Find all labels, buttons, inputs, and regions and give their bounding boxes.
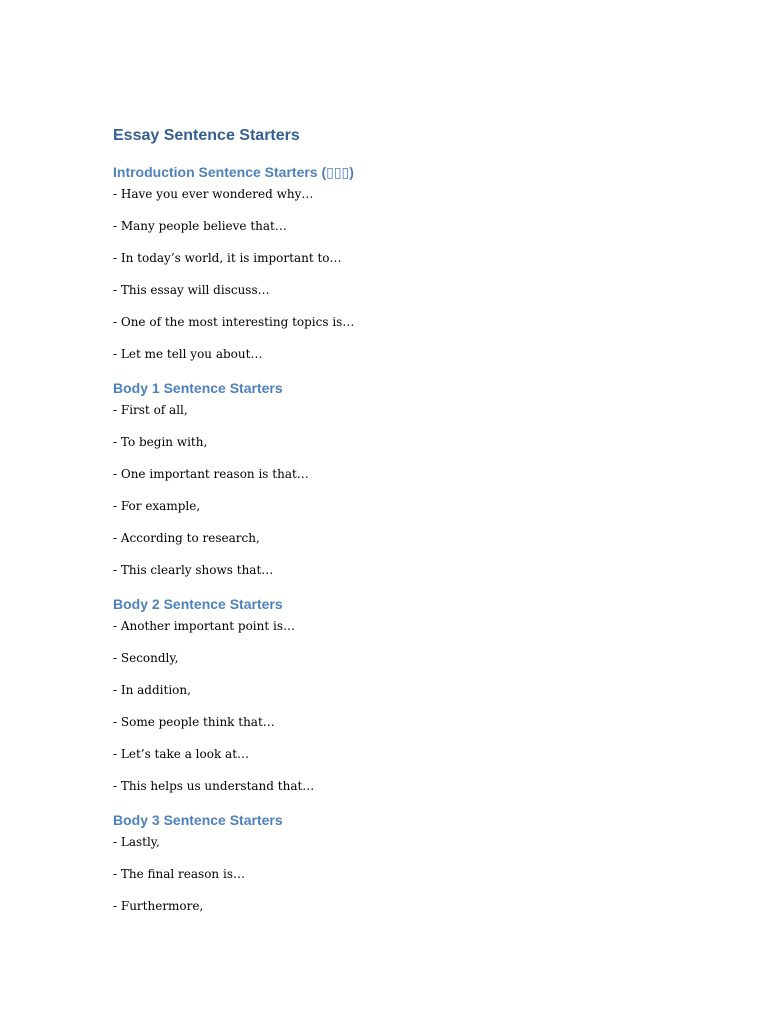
starter-item: - Have you ever wondered why…	[113, 187, 314, 201]
starter-item: - According to research,	[113, 531, 260, 545]
starter-item: - Some people think that…	[113, 715, 275, 729]
starter-item: - In addition,	[113, 683, 191, 697]
heading-body-1: Body 1 Sentence Starters	[113, 380, 283, 396]
starter-item: - Secondly,	[113, 651, 179, 665]
heading-body-2: Body 2 Sentence Starters	[113, 596, 283, 612]
starter-item: - This essay will discuss…	[113, 283, 270, 297]
starter-item: - This helps us understand that…	[113, 779, 315, 793]
starter-item: - The final reason is…	[113, 867, 245, 881]
starter-item: - First of all,	[113, 403, 188, 417]
starter-item: - This clearly shows that…	[113, 563, 274, 577]
starter-item: - Let’s take a look at…	[113, 747, 250, 761]
starter-item: - To begin with,	[113, 435, 208, 449]
heading-introduction: Introduction Sentence Starters (▯▯▯)	[113, 164, 354, 180]
heading-body-3: Body 3 Sentence Starters	[113, 812, 283, 828]
starter-item: - Another important point is…	[113, 619, 295, 633]
starter-item: - One of the most interesting topics is…	[113, 315, 355, 329]
starter-item: - One important reason is that…	[113, 467, 309, 481]
document-title: Essay Sentence Starters	[113, 127, 300, 144]
starter-item: - In today’s world, it is important to…	[113, 251, 342, 265]
starter-item: - Many people believe that…	[113, 219, 287, 233]
starter-item: - Lastly,	[113, 835, 160, 849]
starter-item: - Furthermore,	[113, 899, 204, 913]
starter-item: - Let me tell you about…	[113, 347, 263, 361]
starter-item: - For example,	[113, 499, 201, 513]
